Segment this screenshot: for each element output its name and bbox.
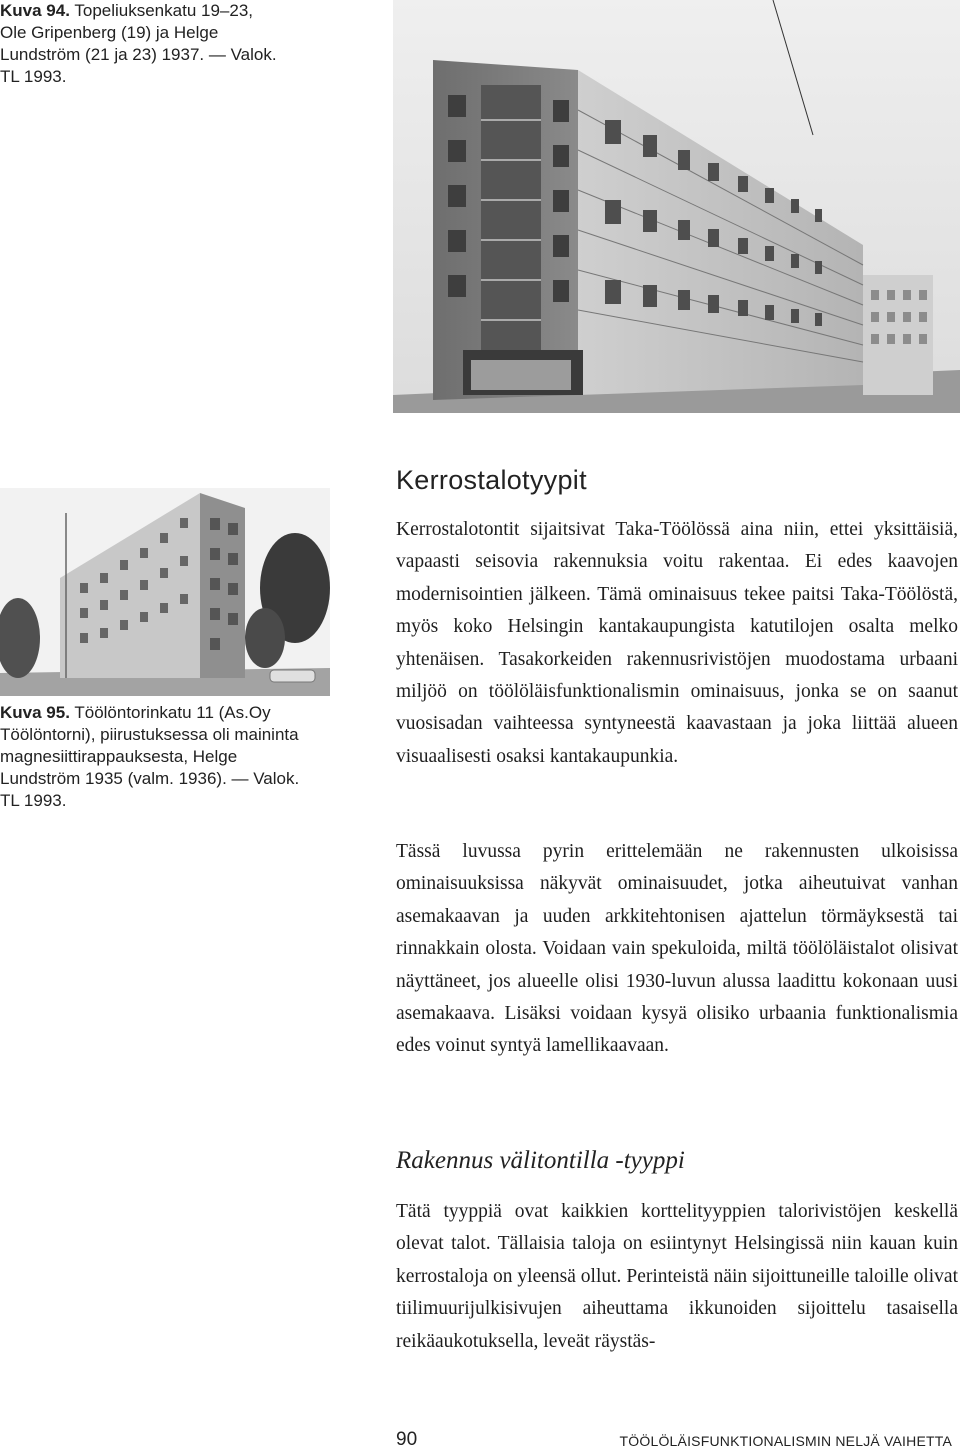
figure-95-label: Kuva 95. [0,703,70,722]
paragraph: Tätä tyyppiä ovat kaikkien korttelityyppien talorivistöjen keskellä olevat talot. Tällaisia taloja on esiintynyt Helsingissä niin kauan kuin kerrostaloja on yleensä ollut. Perinteistä näin sijoittuneille taloille olivat tiilimuurijulkisivujen aiheuttama ikkunoiden sijoittelu tasaisella reikäaukotuksella, leveät räystäs- [396,1201,958,1352]
running-title: TÖÖLÖLÄISFUNKTIONALISMIN NELJÄ VAIHETTA [619,1433,952,1449]
figure-95-text: Töölöntorinkatu 11 (As.Oy Töölöntorni), piirustuksessa oli maininta magnesiittirappauksesta, Helge Lundström 1935 (valm. 1936). — Valok. TL 1993. [0,703,300,810]
page-footer [0,1430,960,1455]
figure-95-photo [0,488,330,696]
section-paragraph-2 [396,836,958,1063]
page-number: 90 [396,1429,418,1450]
paragraph: Kerrostalotontit sijaitsivat Taka-Töölössä aina niin, ettei yksittäisiä, vapaasti seisovia rakennuksia voitu rakentaa. Ei edes kaavojen modernisointien jälkeen. Tämä ominaisuus tekee paitsi Taka-Töölöstä, myös koko Helsingin kantakaupungista katutilojen osalta melko yhtenäisen. Tasakorkeiden rakennusrivistöjen muodostama urbaani miljöö on töölöläisfunktionalismin ominaisuus, jonka se on saanut vuosisadan vaihteessa syntyneestä kaavastaan ja joka liittää alueen visuaalisesti osaksi kantakaupunkia. [396,519,958,767]
section-heading: Kerrostalotyypit [396,465,587,495]
figure-94-caption [0,0,280,88]
subsection-paragraph-1 [396,1196,958,1358]
figure-94-label: Kuva 94. [0,1,70,20]
figure-94-text: Topeliuksenkatu 19–23, Ole Gripenberg (19) ja Helge Lundström (21 ja 23) 1937. — Valok. TL 1993. [0,1,277,86]
figure-95-caption [0,702,300,812]
paragraph: Tässä luvussa pyrin erittelemään ne rakennusten ulkoisissa ominaisuuksissa näkyvät ominaisuudet, jotka aiheutuivat vanhan asemakaavan ja uuden arkkitehtonisen ajattelun törmäyksestä tai rinnakkain olosta. Voidaan vain spekuloida, miltä töölöläistalot olisivat näyttäneet, jos alueelle olisi 1930-luvun alussa laadittu kokonaan uusi asemakaava. Lisäksi voidaan kysyä olisiko urbaania funktionalismia edes voinut syntyä lamellikaavaan. [396,841,958,1057]
section-paragraph-1 [396,514,958,773]
figure-94-photo [393,0,960,413]
subsection-heading: Rakennus välitontilla -tyyppi [396,1147,685,1174]
